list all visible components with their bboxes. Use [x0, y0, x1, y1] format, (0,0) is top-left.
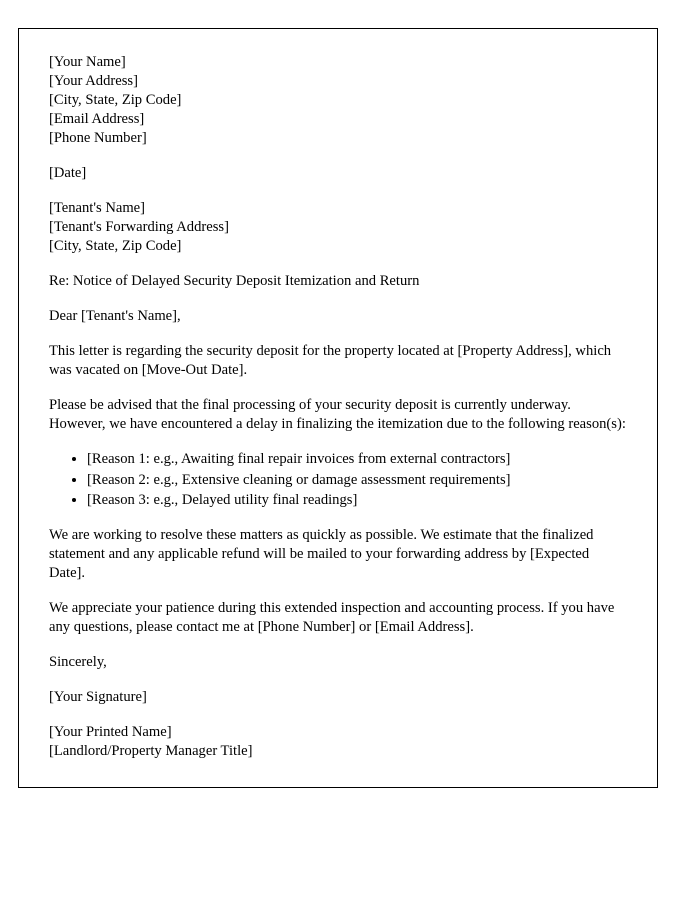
recipient-address-block [49, 199, 627, 256]
paragraph-property-details: This letter is regarding the security deposit for the property located at [Property Address], which was vacated on [Move-Out Date]. [49, 342, 612, 378]
sender-name: [Your Name] [49, 54, 126, 70]
sender-address: [Your Address] [49, 72, 138, 89]
subject-line: Re: Notice of Delayed Security Deposit Itemization and Return [49, 272, 420, 289]
date-line: [Date] [49, 164, 87, 181]
letter-border-frame [18, 28, 658, 788]
signer-block [49, 723, 627, 761]
paragraph-contact: We appreciate your patience during this extended inspection and accounting process. If you have any questions, please contact me at [Phone Number] or [Email Address]. [49, 600, 615, 636]
letter-content [19, 29, 657, 797]
sender-address-block [49, 53, 627, 148]
recipient-forwarding-address: [Tenant's Forwarding Address] [49, 218, 229, 235]
paragraph-resolution-estimate: We are working to resolve these matters as quickly as possible. We estimate that the finalized statement and any applicable refund will be mailed to your forwarding address by [Expected Date]. [49, 527, 594, 582]
recipient-city-state-zip: [City, State, Zip Code] [49, 237, 182, 254]
signature-line: [Your Signature] [49, 689, 147, 706]
recipient-name: [Tenant's Name] [49, 199, 146, 216]
sender-email: [Email Address] [49, 110, 145, 127]
list-item: • [Reason 1: e.g., Awaiting final repair invoices from external contractors] [87, 450, 627, 469]
signer-title: [Landlord/Property Manager Title] [49, 743, 253, 760]
list-item: • [Reason 2: e.g., Extensive cleaning or damage assessment requirements] [87, 471, 627, 490]
sender-city-state-zip: [City, State, Zip Code] [49, 91, 182, 108]
closing: Sincerely, [49, 654, 107, 671]
salutation: Dear [Tenant's Name], [49, 307, 181, 324]
reasons-list [49, 450, 627, 511]
date-block [49, 164, 627, 183]
list-item: • [Reason 3: e.g., Delayed utility final readings] [87, 491, 627, 510]
signer-printed-name: [Your Printed Name] [49, 724, 172, 741]
paragraph-delay-notice: Please be advised that the final processing of your security deposit is currently underway. However, we have encountered a delay in finalizing the itemization due to the following reason(s): [49, 396, 626, 432]
sender-phone: [Phone Number] [49, 129, 147, 146]
